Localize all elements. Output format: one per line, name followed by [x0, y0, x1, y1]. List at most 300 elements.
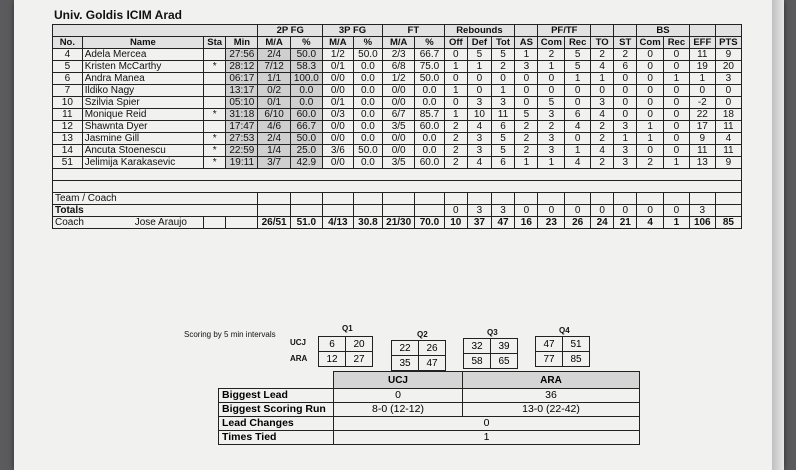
- totals-fg3: 4/13: [322, 217, 353, 229]
- scoring-intervals-label: Scoring by 5 min intervals: [184, 330, 276, 339]
- coach-label: Coach: [55, 217, 84, 228]
- biggest-lead-label: Biggest Lead: [219, 389, 334, 403]
- player-as: 2: [515, 121, 538, 133]
- player-bsc: 0: [637, 49, 664, 61]
- player-to: 2: [591, 133, 614, 145]
- player-name: Shawnta Dyer: [82, 121, 203, 133]
- player-name: Monique Reid: [82, 109, 203, 121]
- player-ftp: 60.0: [415, 121, 444, 133]
- player-fg2: 4/6: [258, 121, 290, 133]
- player-st: 6: [614, 61, 637, 73]
- player-min: 27:53: [226, 133, 258, 145]
- q3-header: Q3: [487, 328, 498, 337]
- player-eff: 1: [689, 73, 715, 85]
- q2-ucj-b: 26: [419, 341, 446, 356]
- q1-ara-a: 12: [319, 352, 346, 367]
- player-eff: 11: [689, 145, 715, 157]
- player-tot: 5: [491, 49, 514, 61]
- player-pfr: 0: [565, 97, 591, 109]
- player-to: 3: [591, 97, 614, 109]
- player-fg3: 0/0: [322, 121, 353, 133]
- player-pfc: 0: [538, 73, 565, 85]
- col-to: TO: [591, 37, 614, 49]
- q4-ara-a: 77: [536, 352, 563, 367]
- totals-eff: 106: [689, 217, 715, 229]
- player-row: [53, 157, 742, 169]
- player-pts: 9: [715, 49, 741, 61]
- player-fg2p: 25.0: [290, 145, 322, 157]
- player-fg3p: 0.0: [353, 121, 382, 133]
- player-ft: 0/0: [383, 133, 415, 145]
- player-ft: 3/5: [383, 121, 415, 133]
- col-name: Name: [82, 37, 203, 49]
- team-off: 0: [444, 205, 467, 217]
- scoring-run-ara: 13-0 (22-42): [463, 403, 640, 417]
- player-no: 13: [53, 133, 83, 145]
- player-tot: 0: [491, 73, 514, 85]
- player-fg3: 0/1: [322, 61, 353, 73]
- player-pfr: 4: [565, 157, 591, 169]
- player-row: [53, 85, 742, 97]
- player-tot: 1: [491, 85, 514, 97]
- player-bsc: 0: [637, 61, 664, 73]
- col-eff: EFF: [689, 37, 715, 49]
- player-row: [53, 73, 742, 85]
- player-sta: *: [204, 61, 226, 73]
- player-sta: *: [204, 109, 226, 121]
- team-title: Univ. Goldis ICIM Arad: [54, 8, 183, 22]
- player-as: 1: [515, 49, 538, 61]
- q2-ara-a: 35: [392, 356, 419, 371]
- totals-ft: 21/30: [383, 217, 415, 229]
- col-fg2-pct: %: [290, 37, 322, 49]
- player-as: 2: [515, 145, 538, 157]
- player-name: Kristen McCarthy: [82, 61, 203, 73]
- lead-changes-label: Lead Changes: [219, 417, 334, 431]
- col-def: Def: [467, 37, 491, 49]
- player-pts: 4: [715, 133, 741, 145]
- player-no: 51: [53, 157, 83, 169]
- player-ftp: 75.0: [415, 61, 444, 73]
- col-st: ST: [614, 37, 637, 49]
- player-off: 2: [444, 133, 467, 145]
- player-def: 3: [467, 133, 491, 145]
- q3-ara-b: 65: [491, 354, 518, 369]
- player-def: 1: [467, 61, 491, 73]
- game-summary-table: [218, 371, 640, 445]
- player-bsc: 0: [637, 109, 664, 121]
- q1-ucj-a: 6: [319, 337, 346, 352]
- player-bsc: 1: [637, 121, 664, 133]
- totals-tot: 47: [491, 217, 514, 229]
- player-st: 2: [614, 49, 637, 61]
- bs-group-header: BS: [637, 25, 690, 37]
- scoring-run-ucj: 8-0 (12-12): [334, 403, 463, 417]
- totals-pf-com: 23: [538, 217, 565, 229]
- rebounds-group-header: Rebounds: [444, 25, 515, 37]
- player-no: 6: [53, 73, 83, 85]
- player-eff: 11: [689, 49, 715, 61]
- player-fg2: 2/4: [258, 133, 290, 145]
- summary-header-row: [219, 372, 640, 389]
- player-as: 5: [515, 109, 538, 121]
- q2-ara-b: 47: [419, 356, 446, 371]
- player-fg3p: 0.0: [353, 97, 382, 109]
- player-bsr: 0: [664, 97, 690, 109]
- player-def: 0: [467, 85, 491, 97]
- player-pts: 0: [715, 85, 741, 97]
- col-bs-rec: Rec: [664, 37, 690, 49]
- q4-ucj-b: 51: [563, 337, 590, 352]
- player-min: 17:47: [226, 121, 258, 133]
- player-row: [53, 145, 742, 157]
- coach-cell: [53, 217, 204, 229]
- player-def: 4: [467, 157, 491, 169]
- player-ft: 3/5: [383, 157, 415, 169]
- player-fg3p: 50.0: [353, 145, 382, 157]
- player-pts: 9: [715, 157, 741, 169]
- col-min: Min: [226, 37, 258, 49]
- player-fg3: 0/3: [322, 109, 353, 121]
- player-eff: 9: [689, 133, 715, 145]
- player-eff: -2: [689, 97, 715, 109]
- team-row: [53, 205, 742, 217]
- column-header-row: [53, 37, 742, 49]
- player-min: 22:59: [226, 145, 258, 157]
- player-ft: 6/8: [383, 61, 415, 73]
- player-fg2: 7/12: [258, 61, 290, 73]
- team-coach-label: Team / Coach: [53, 193, 258, 205]
- q3-ucj-a: 32: [464, 339, 491, 354]
- player-pfr: 1: [565, 145, 591, 157]
- player-bsc: 1: [637, 133, 664, 145]
- player-def: 3: [467, 97, 491, 109]
- player-sta: *: [204, 133, 226, 145]
- player-pfc: 3: [538, 145, 565, 157]
- player-pfc: 3: [538, 109, 565, 121]
- team-bs-rec: 0: [664, 205, 690, 217]
- player-fg2p: 58.3: [290, 61, 322, 73]
- totals-pts: 85: [715, 217, 741, 229]
- player-st: 0: [614, 109, 637, 121]
- player-bsr: 1: [664, 73, 690, 85]
- player-bsr: 0: [664, 61, 690, 73]
- totals-def: 37: [467, 217, 491, 229]
- player-as: 1: [515, 157, 538, 169]
- player-fg2: 0/1: [258, 97, 290, 109]
- player-fg3p: 0.0: [353, 109, 382, 121]
- summary-row: [219, 417, 640, 431]
- player-no: 4: [53, 49, 83, 61]
- blank-row: [53, 169, 742, 181]
- player-def: 3: [467, 145, 491, 157]
- player-bsr: 0: [664, 109, 690, 121]
- q1-ara-b: 27: [346, 352, 373, 367]
- player-no: 10: [53, 97, 83, 109]
- player-bsc: 0: [637, 85, 664, 97]
- team-def: 3: [467, 205, 491, 217]
- player-bsc: 0: [637, 145, 664, 157]
- player-fg3p: 0.0: [353, 85, 382, 97]
- col-bs-com: Com: [637, 37, 664, 49]
- player-as: 0: [515, 97, 538, 109]
- player-name: Jasmine Gill: [82, 133, 203, 145]
- player-pfc: 3: [538, 133, 565, 145]
- player-to: 0: [591, 85, 614, 97]
- player-fg3p: 0.0: [353, 61, 382, 73]
- totals-fg2-pct: 51.0: [290, 217, 322, 229]
- header-group-row: [53, 25, 742, 37]
- player-fg2: 6/10: [258, 109, 290, 121]
- player-ft: 2/3: [383, 49, 415, 61]
- player-bsc: 0: [637, 97, 664, 109]
- summary-row: [219, 389, 640, 403]
- team-bs-com: 0: [637, 205, 664, 217]
- player-pfr: 5: [565, 49, 591, 61]
- player-eff: 19: [689, 61, 715, 73]
- scoring-team-ucj: UCJ: [290, 338, 307, 347]
- player-ftp: 0.0: [415, 133, 444, 145]
- player-fg2p: 60.0: [290, 109, 322, 121]
- player-name: Ildiko Nagy: [82, 85, 203, 97]
- box-score-table: [52, 24, 742, 229]
- player-fg2: 1/4: [258, 145, 290, 157]
- times-tied-label: Times Tied: [219, 431, 334, 445]
- team-tot: 3: [491, 205, 514, 217]
- player-fg3p: 0.0: [353, 133, 382, 145]
- player-no: 7: [53, 85, 83, 97]
- team-st: 0: [614, 205, 637, 217]
- totals-ft-pct: 70.0: [415, 217, 444, 229]
- player-pts: 11: [715, 145, 741, 157]
- player-fg2p: 100.0: [290, 73, 322, 85]
- player-off: 0: [444, 73, 467, 85]
- player-pfr: 4: [565, 121, 591, 133]
- player-fg3p: 0.0: [353, 73, 382, 85]
- player-pfc: 0: [538, 85, 565, 97]
- summary-col-ara: ARA: [463, 372, 640, 389]
- player-fg3: 0/0: [322, 85, 353, 97]
- player-no: 14: [53, 145, 83, 157]
- q1-table: [318, 336, 373, 367]
- col-pts: PTS: [715, 37, 741, 49]
- player-fg3: 0/1: [322, 97, 353, 109]
- player-fg2p: 50.0: [290, 49, 322, 61]
- player-to: 4: [591, 109, 614, 121]
- player-fg3: 3/6: [322, 145, 353, 157]
- player-def: 10: [467, 109, 491, 121]
- totals-off: 10: [444, 217, 467, 229]
- player-sta: [204, 49, 226, 61]
- totals-pf-rec: 26: [565, 217, 591, 229]
- q3-ucj-b: 39: [491, 339, 518, 354]
- player-bsr: 0: [664, 121, 690, 133]
- player-fg2: 3/7: [258, 157, 290, 169]
- player-pts: 11: [715, 121, 741, 133]
- col-ft-pct: %: [415, 37, 444, 49]
- player-fg3: 0/0: [322, 157, 353, 169]
- player-tot: 11: [491, 109, 514, 121]
- player-pfc: 5: [538, 97, 565, 109]
- player-def: 5: [467, 49, 491, 61]
- summary-col-ucj: UCJ: [334, 372, 463, 389]
- player-ft: 0/0: [383, 85, 415, 97]
- player-min: 13:17: [226, 85, 258, 97]
- player-fg3: 1/2: [322, 49, 353, 61]
- times-tied-value: 1: [334, 431, 640, 445]
- player-to: 2: [591, 121, 614, 133]
- player-pts: 18: [715, 109, 741, 121]
- player-st: 3: [614, 157, 637, 169]
- player-bsr: 0: [664, 145, 690, 157]
- player-fg2: 2/4: [258, 49, 290, 61]
- q2-ucj-a: 22: [392, 341, 419, 356]
- player-off: 1: [444, 109, 467, 121]
- player-tot: 2: [491, 61, 514, 73]
- player-fg3p: 0.0: [353, 157, 382, 169]
- col-sta: Sta: [204, 37, 226, 49]
- player-pfr: 0: [565, 85, 591, 97]
- player-min: 31:18: [226, 109, 258, 121]
- summary-row: [219, 431, 640, 445]
- player-ftp: 50.0: [415, 73, 444, 85]
- team-coach-row: [53, 193, 742, 205]
- player-tot: 6: [491, 121, 514, 133]
- player-name: Szilvia Spier: [82, 97, 203, 109]
- player-bsr: 1: [664, 157, 690, 169]
- player-bsr: 0: [664, 85, 690, 97]
- col-off: Off: [444, 37, 467, 49]
- player-bsc: 0: [637, 73, 664, 85]
- q4-ara-b: 85: [563, 352, 590, 367]
- player-row: [53, 61, 742, 73]
- team-to: 0: [591, 205, 614, 217]
- player-ftp: 60.0: [415, 157, 444, 169]
- biggest-lead-ucj: 0: [334, 389, 463, 403]
- team-eff: 3: [689, 205, 715, 217]
- player-ft: 6/7: [383, 109, 415, 121]
- totals-st: 21: [614, 217, 637, 229]
- q3-table: [463, 338, 518, 369]
- biggest-lead-ara: 36: [463, 389, 640, 403]
- player-name: Jelimija Karakasevic: [82, 157, 203, 169]
- col-no: No.: [53, 37, 83, 49]
- player-bsc: 2: [637, 157, 664, 169]
- col-tot: Tot: [491, 37, 514, 49]
- player-to: 2: [591, 49, 614, 61]
- player-st: 3: [614, 145, 637, 157]
- player-sta: *: [204, 157, 226, 169]
- player-st: 0: [614, 97, 637, 109]
- totals-to: 24: [591, 217, 614, 229]
- player-off: 2: [444, 121, 467, 133]
- player-min: 27:56: [226, 49, 258, 61]
- player-eff: 17: [689, 121, 715, 133]
- player-off: 1: [444, 61, 467, 73]
- player-min: 05:10: [226, 97, 258, 109]
- player-bsr: 0: [664, 133, 690, 145]
- totals-fg2: 26/51: [258, 217, 290, 229]
- player-off: 0: [444, 49, 467, 61]
- totals-label: Totals: [53, 205, 258, 217]
- player-eff: 13: [689, 157, 715, 169]
- player-to: 4: [591, 61, 614, 73]
- player-row: [53, 109, 742, 121]
- totals-bs-rec: 1: [664, 217, 690, 229]
- player-st: 0: [614, 85, 637, 97]
- q4-table: [535, 336, 590, 367]
- col-pf-com: Com: [538, 37, 565, 49]
- col-as: AS: [515, 37, 538, 49]
- player-tot: 3: [491, 97, 514, 109]
- player-fg2: 0/2: [258, 85, 290, 97]
- col-fg3-pct: %: [353, 37, 382, 49]
- player-pfc: 2: [538, 121, 565, 133]
- player-pfc: 1: [538, 157, 565, 169]
- player-name: Ancuta Stoenescu: [82, 145, 203, 157]
- col-fg3-ma: M/A: [322, 37, 353, 49]
- player-min: 28:12: [226, 61, 258, 73]
- player-ftp: 85.7: [415, 109, 444, 121]
- player-as: 3: [515, 61, 538, 73]
- totals-row: [53, 217, 742, 229]
- player-sta: [204, 97, 226, 109]
- player-fg2p: 0.0: [290, 97, 322, 109]
- player-to: 4: [591, 145, 614, 157]
- ft-group-header: FT: [383, 25, 445, 37]
- player-pfr: 1: [565, 73, 591, 85]
- scoring-run-label: Biggest Scoring Run: [219, 403, 334, 417]
- player-pts: 3: [715, 73, 741, 85]
- player-as: 2: [515, 133, 538, 145]
- player-st: 1: [614, 133, 637, 145]
- player-to: 1: [591, 73, 614, 85]
- player-off: 2: [444, 157, 467, 169]
- col-ft-ma: M/A: [383, 37, 415, 49]
- player-pfc: 1: [538, 61, 565, 73]
- col-pf-rec: Rec: [565, 37, 591, 49]
- team-as: 0: [515, 205, 538, 217]
- lead-changes-value: 0: [334, 417, 640, 431]
- player-tot: 5: [491, 145, 514, 157]
- q3-ara-a: 58: [464, 354, 491, 369]
- player-fg2: 1/1: [258, 73, 290, 85]
- blank-row: [53, 181, 742, 193]
- player-pts: 20: [715, 61, 741, 73]
- q4-ucj-a: 47: [536, 337, 563, 352]
- player-eff: 22: [689, 109, 715, 121]
- scoring-team-ara: ARA: [290, 354, 308, 363]
- player-ft: 0/0: [383, 145, 415, 157]
- player-no: 11: [53, 109, 83, 121]
- player-pfr: 0: [565, 133, 591, 145]
- player-tot: 5: [491, 133, 514, 145]
- player-sta: [204, 73, 226, 85]
- fg2-group-header: 2P FG: [258, 25, 322, 37]
- page-edge: [772, 0, 784, 470]
- team-pf-rec: 0: [565, 205, 591, 217]
- player-ftp: 0.0: [415, 85, 444, 97]
- player-to: 2: [591, 157, 614, 169]
- player-bsr: 0: [664, 49, 690, 61]
- player-fg2p: 42.9: [290, 157, 322, 169]
- player-pfr: 5: [565, 61, 591, 73]
- player-row: [53, 121, 742, 133]
- pf-group-header: PF/TF: [538, 25, 591, 37]
- totals-bs-com: 4: [637, 217, 664, 229]
- player-tot: 6: [491, 157, 514, 169]
- player-name: Adela Mercea: [82, 49, 203, 61]
